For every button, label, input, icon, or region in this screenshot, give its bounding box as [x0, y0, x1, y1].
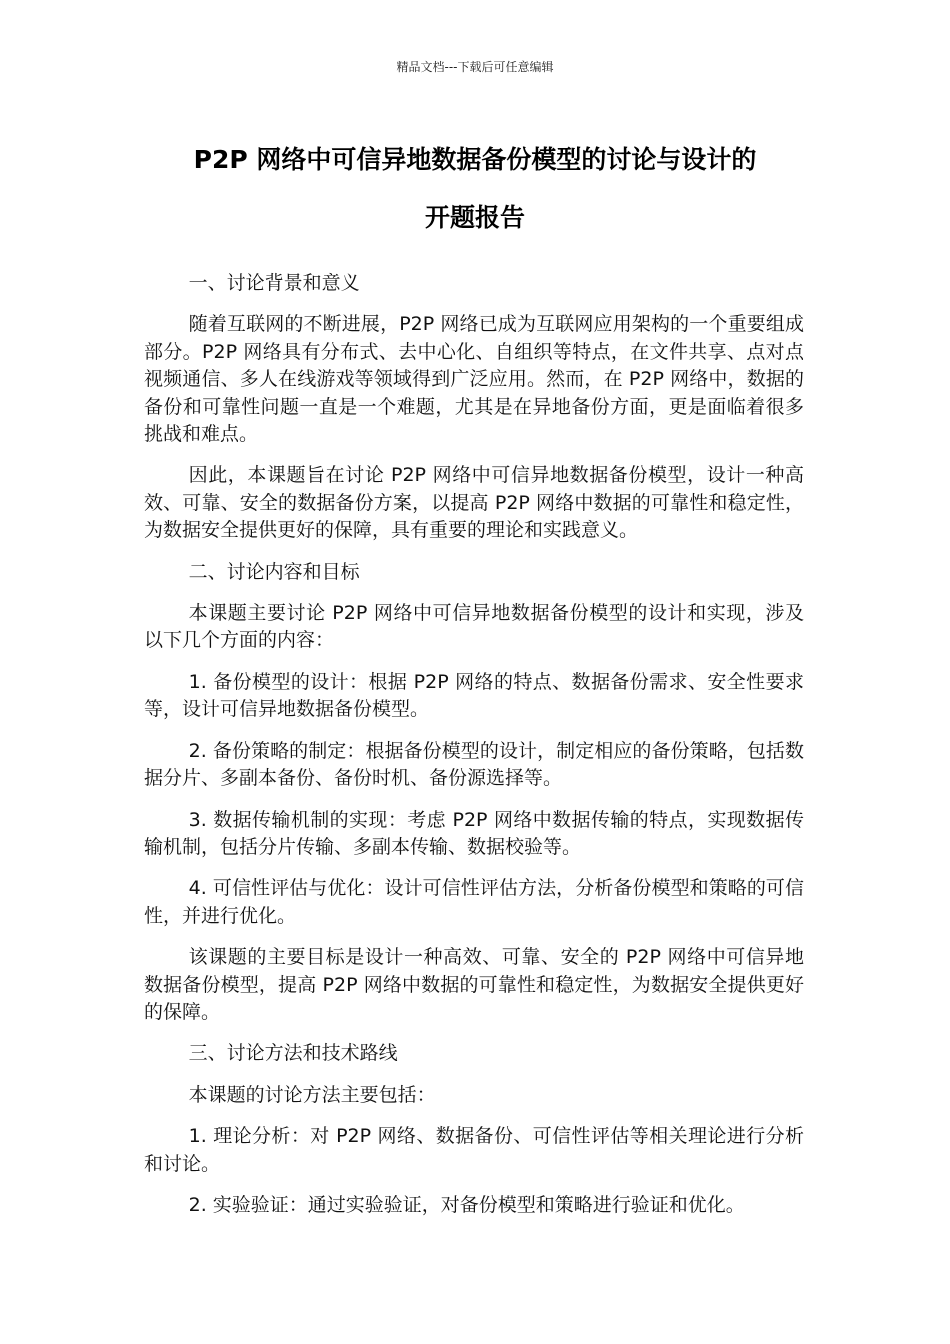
list-item-content-3: 3. 数据传输机制的实现：考虑 P2P 网络中数据传输的特点，实现数据传输机制，包括分片传输、多副本传输、数据校验等。: [144, 808, 804, 858]
document-body: [144, 270, 804, 1233]
paragraph-background-1: 随着互联网的不断进展，P2P 网络已成为互联网应用架构的一个重要组成部分。P2P 网络具有分布式、去中心化、自组织等特点，在文件共享、点对点视频通信、多人在线游戏等领域得到广泛应用。然而，在 P2P 网络中，数据的备份和可靠性问题一直是一个难题，尤其是在异地备份方面，更是面临着很多挑战和难点。: [144, 313, 804, 446]
paragraph-methods-intro: 本课题的讨论方法主要包括：: [188, 1083, 436, 1106]
document-title-line-2: 开题报告: [424, 203, 525, 232]
paragraph-content-intro: 本课题主要讨论 P2P 网络中可信异地数据备份模型的设计和实现，涉及以下几个方面的内容：: [144, 602, 804, 652]
paragraph-background-2: 因此，本课题旨在讨论 P2P 网络中可信异地数据备份模型，设计一种高效、可靠、安全的数据备份方案，以提高 P2P 网络中数据的可靠性和稳定性，为数据安全提供更好的保障，具有重要的理论和实践意义。: [144, 464, 804, 542]
section-heading-methods: 三、讨论方法和技术路线: [188, 1042, 398, 1065]
header-note: 精品文档---下载后可任意编辑: [396, 60, 554, 74]
document-title-line-1: P2P 网络中可信异地数据备份模型的讨论与设计的: [193, 145, 757, 174]
list-item-method-1: 1. 理论分析：对 P2P 网络、数据备份、可信性评估等相关理论进行分析和讨论。: [144, 1125, 804, 1175]
section-heading-background: 一、讨论背景和意义: [188, 272, 360, 294]
list-item-content-1: 1. 备份模型的设计：根据 P2P 网络的特点、数据备份需求、安全性要求等，设计可信异地数据备份模型。: [144, 670, 804, 721]
list-item-content-4: 4. 可信性评估与优化：设计可信性评估方法，分析备份模型和策略的可信性，并进行优化。: [144, 877, 804, 927]
list-item-content-2: 2. 备份策略的制定：根据备份模型的设计，制定相应的备份策略，包括数据分片、多副本备份、备份时机、备份源选择等。: [144, 739, 804, 790]
paragraph-goal: 该课题的主要目标是设计一种高效、可靠、安全的 P2P 网络中可信异地数据备份模型，提高 P2P 网络中数据的可靠性和稳定性，为数据安全提供更好的保障。: [144, 946, 804, 1023]
list-item-method-2: 2. 实验验证：通过实验验证，对备份模型和策略进行验证和优化。: [188, 1193, 745, 1216]
section-heading-content: 二、讨论内容和目标: [188, 560, 360, 583]
